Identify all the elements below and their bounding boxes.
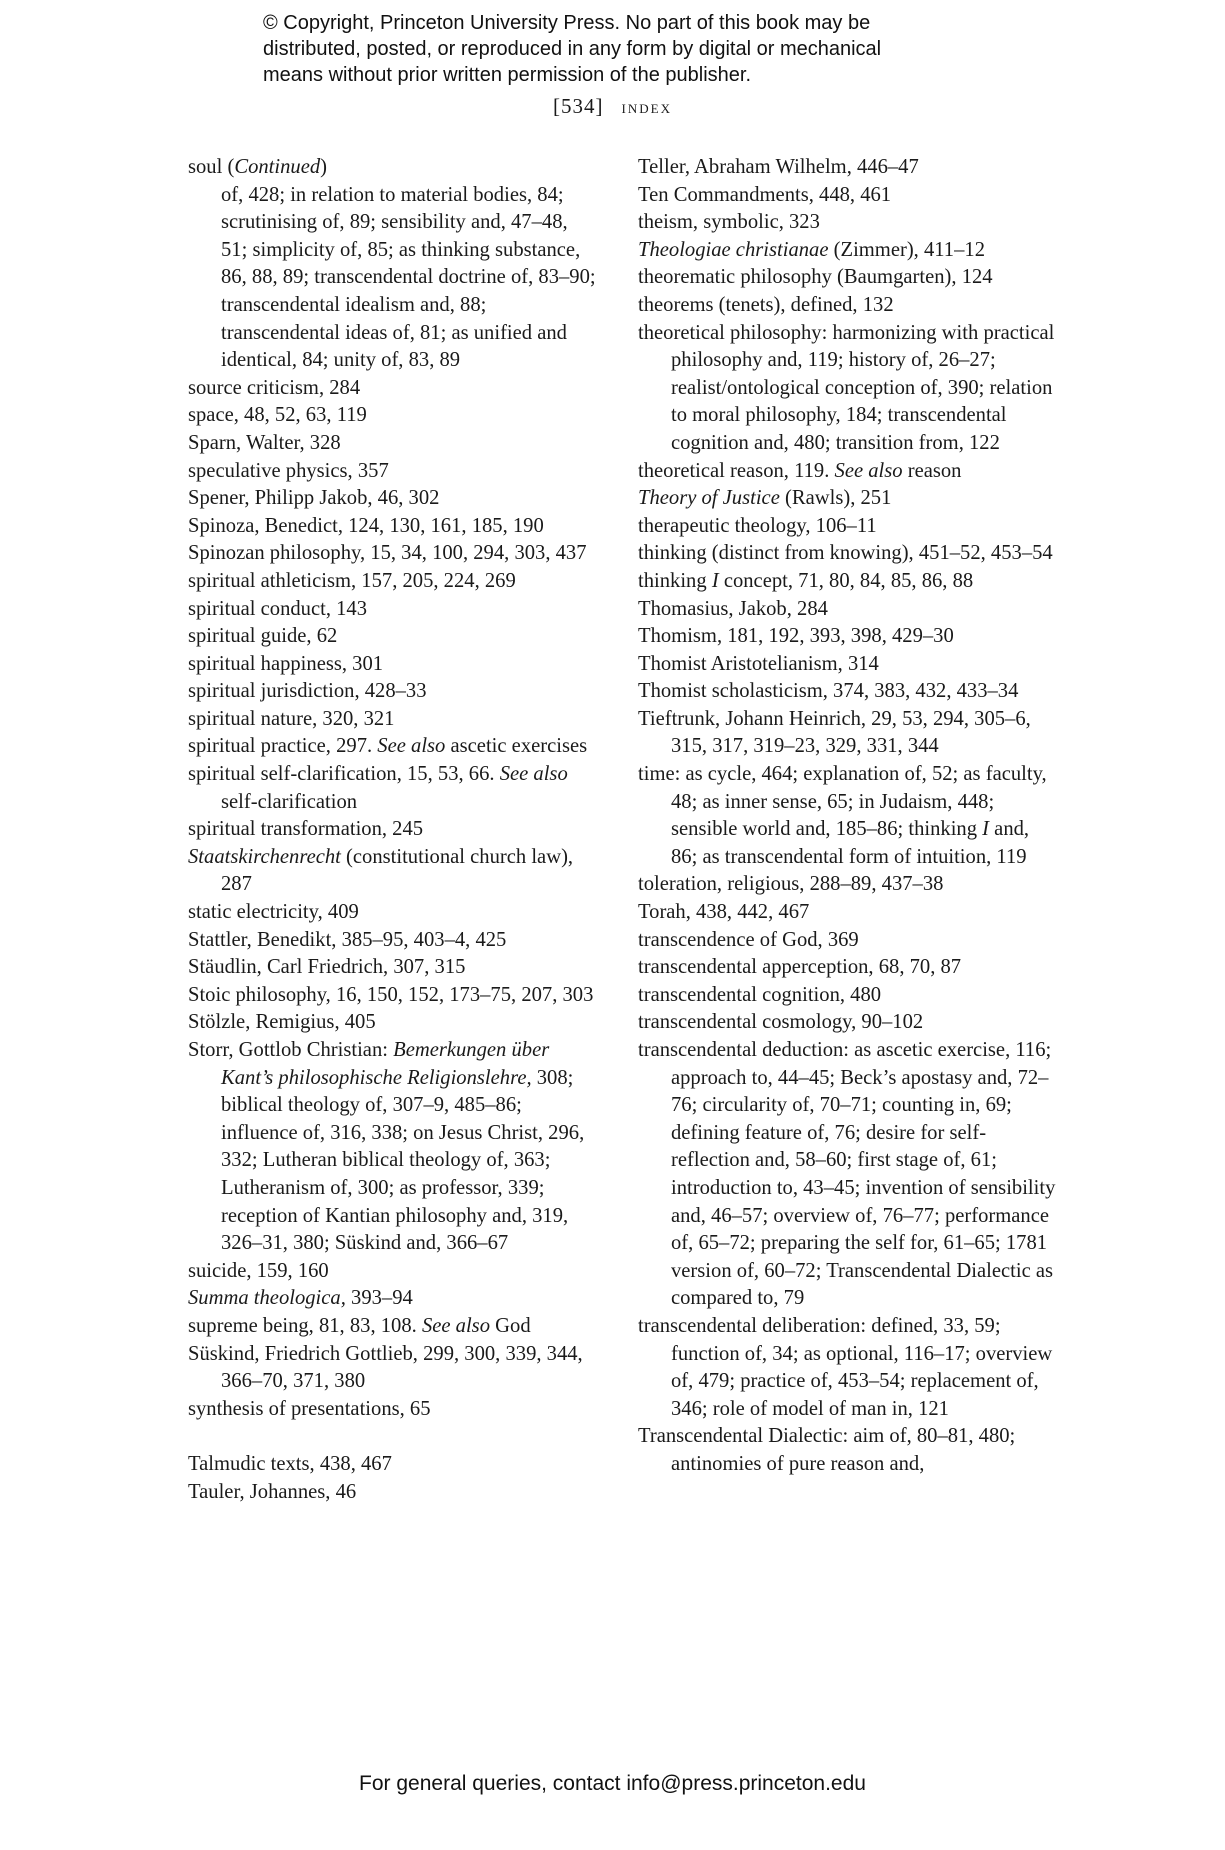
index-entry: theorems (tenets), defined, 132 xyxy=(638,293,894,316)
index-entry: source criticism, 284 xyxy=(188,376,361,399)
running-head xyxy=(0,94,1225,119)
page-number: [534] xyxy=(553,94,604,118)
index-entry: supreme being, 81, 83, 108. See also God xyxy=(188,1314,531,1337)
index-entry: transcendence of God, 369 xyxy=(638,928,859,951)
index-entry: transcendental apperception, 68, 70, 87 xyxy=(638,956,962,979)
index-entry: Transcendental Dialectic: aim of, 80–81, 480; antinomies of pure reason and, xyxy=(638,1425,1016,1475)
copyright-line: © Copyright, Princeton University Press. No part of this book may be xyxy=(263,12,871,34)
index-entry: suicide, 159, 160 xyxy=(188,1259,329,1282)
index-entry: Tieftrunk, Johann Heinrich, 29, 53, 294, 305–6, 315, 317, 319–23, 329, 331, 344 xyxy=(638,707,1031,758)
index-entry: spiritual self-clarification, 15, 53, 66. See also self-clarification xyxy=(188,763,568,813)
index-entry: synthesis of presentations, 65 xyxy=(188,1397,431,1420)
index-entry: theoretical reason, 119. See also reason xyxy=(638,459,962,482)
index-entry: soul (Continued) of, 428; in relation to material bodies, 84; scrutinising of, 89; sensibility and, 47–48, 51; simplicity of, 85; as thinking substance, 86, 88, 89; transcendental doctrine of, 83–90; transcendental idealism and, 88; transcendental ideas of, 81; as unified and identical, 84; unity of, 83, 89 xyxy=(188,156,596,372)
index-entry: transcendental cognition, 480 xyxy=(638,983,882,1006)
index-entry: spiritual transformation, 245 xyxy=(188,818,424,841)
copyright-line: distributed, posted, or reproduced in any form by digital or mechanical xyxy=(263,38,882,60)
index-entry: Stäudlin, Carl Friedrich, 307, 315 xyxy=(188,956,466,979)
index-entry: theorematic philosophy (Baumgarten), 124 xyxy=(638,266,993,289)
index-entry: Spener, Philipp Jakob, 46, 302 xyxy=(188,487,440,510)
index-entry: theoretical philosophy: harmonizing with practical philosophy and, 119; history of, 26–27; realist/ontological conception of, 390; relation to moral philosophy, 184; transcendental cognition and, 480; transition from, 122 xyxy=(638,321,1055,454)
index-entry: therapeutic theology, 106–11 xyxy=(638,514,877,537)
index-entry: thinking I concept, 71, 80, 84, 85, 86, 88 xyxy=(638,569,974,592)
index-entry: Stattler, Benedikt, 385–95, 403–4, 425 xyxy=(188,928,507,951)
index-entry: spiritual nature, 320, 321 xyxy=(188,707,395,730)
index-entry: spiritual guide, 62 xyxy=(188,625,338,648)
index-entry: Theory of Justice (Rawls), 251 xyxy=(638,487,892,510)
index-entry: Torah, 438, 442, 467 xyxy=(638,901,810,924)
index-entry: transcendental deliberation: defined, 33, 59; function of, 34; as optional, 116–17; overview of, 479; practice of, 453–54; replacement of, 346; role of model of man in, 121 xyxy=(638,1314,1053,1420)
index-entry: Thomasius, Jakob, 284 xyxy=(638,597,828,620)
index-entry: Storr, Gottlob Christian: Bemerkungen über Kant’s philosophische Religionslehre, 308; biblical theology of, 307–9, 485–86; influence of, 316, 338; on Jesus Christ, 296, 332; Lutheran biblical theology of, 363; Lutheranism of, 300; as professor, 339; reception of Kantian philosophy and, 319, 326–31, 380; Süskind and, 366–67 xyxy=(188,1039,585,1255)
letter-group-gap xyxy=(188,1423,598,1451)
index-entry: Theologiae christianae (Zimmer), 411–12 xyxy=(638,238,985,261)
index-entry: thinking (distinct from knowing), 451–52, 453–54 xyxy=(638,542,1053,565)
index-entry: Thomist scholasticism, 374, 383, 432, 433–34 xyxy=(638,680,1019,703)
index-entry: toleration, religious, 288–89, 437–38 xyxy=(638,873,944,896)
index-entry: theism, symbolic, 323 xyxy=(638,211,820,234)
index-column-left xyxy=(188,154,598,1506)
section-title: index xyxy=(621,97,672,118)
index-entry: static electricity, 409 xyxy=(188,901,359,924)
index-entry: spiritual happiness, 301 xyxy=(188,652,384,675)
index-entry: Süskind, Friedrich Gottlieb, 299, 300, 339, 344, 366–70, 371, 380 xyxy=(188,1342,583,1393)
index-entry: Spinoza, Benedict, 124, 130, 161, 185, 190 xyxy=(188,514,544,537)
index-entry: spiritual conduct, 143 xyxy=(188,597,368,620)
copyright-line: means without prior written permission of the publisher. xyxy=(263,64,752,86)
index-entry: transcendental deduction: as ascetic exercise, 116; approach to, 44–45; Beck’s apostasy and, 72–76; circularity of, 70–71; counting in, 69; defining feature of, 76; desire for self-reflection and, 58–60; first stage of, 61; introduction to, 43–45; invention of sensibility and, 46–57; overview of, 76–77; performance of, 65–72; preparing the self for, 61–65; 1781 version of, 60–72; Transcendental Dialectic as compared to, 79 xyxy=(638,1039,1056,1310)
index-entry: time: as cycle, 464; explanation of, 52; as faculty, 48; as inner sense, 65; in Judaism, 448; sensible world and, 185–86; thinking I and, 86; as transcendental form of intuition, 119 xyxy=(638,763,1047,868)
index-entry: spiritual jurisdiction, 428–33 xyxy=(188,680,427,703)
index-column-right xyxy=(638,154,1058,1479)
index-entry: Talmudic texts, 438, 467 xyxy=(188,1452,392,1475)
index-entry: Thomist Aristotelianism, 314 xyxy=(638,652,879,675)
index-entry: speculative physics, 357 xyxy=(188,459,389,482)
index-entry: Summa theologica, 393–94 xyxy=(188,1287,413,1310)
index-entry: Sparn, Walter, 328 xyxy=(188,431,341,454)
footer-contact: For general queries, contact info@press.princeton.edu xyxy=(359,1772,866,1795)
index-entry: Ten Commandments, 448, 461 xyxy=(638,183,892,206)
index-entry: spiritual practice, 297. See also ascetic exercises xyxy=(188,735,588,758)
index-entry: Stölzle, Remigius, 405 xyxy=(188,1011,376,1034)
index-entry: Teller, Abraham Wilhelm, 446–47 xyxy=(638,156,919,178)
index-entry: Spinozan philosophy, 15, 34, 100, 294, 303, 437 xyxy=(188,542,587,565)
index-entry: Thomism, 181, 192, 393, 398, 429–30 xyxy=(638,625,954,648)
index-entry: Stoic philosophy, 16, 150, 152, 173–75, 207, 303 xyxy=(188,983,594,1006)
index-entry: Staatskirchenrecht (constitutional church law), 287 xyxy=(188,845,574,896)
index-entry: Tauler, Johannes, 46 xyxy=(188,1480,357,1503)
index-entry: space, 48, 52, 63, 119 xyxy=(188,404,367,427)
index-entry: transcendental cosmology, 90–102 xyxy=(638,1011,924,1034)
copyright-notice xyxy=(263,10,1023,88)
index-entry: spiritual athleticism, 157, 205, 224, 269 xyxy=(188,569,516,592)
